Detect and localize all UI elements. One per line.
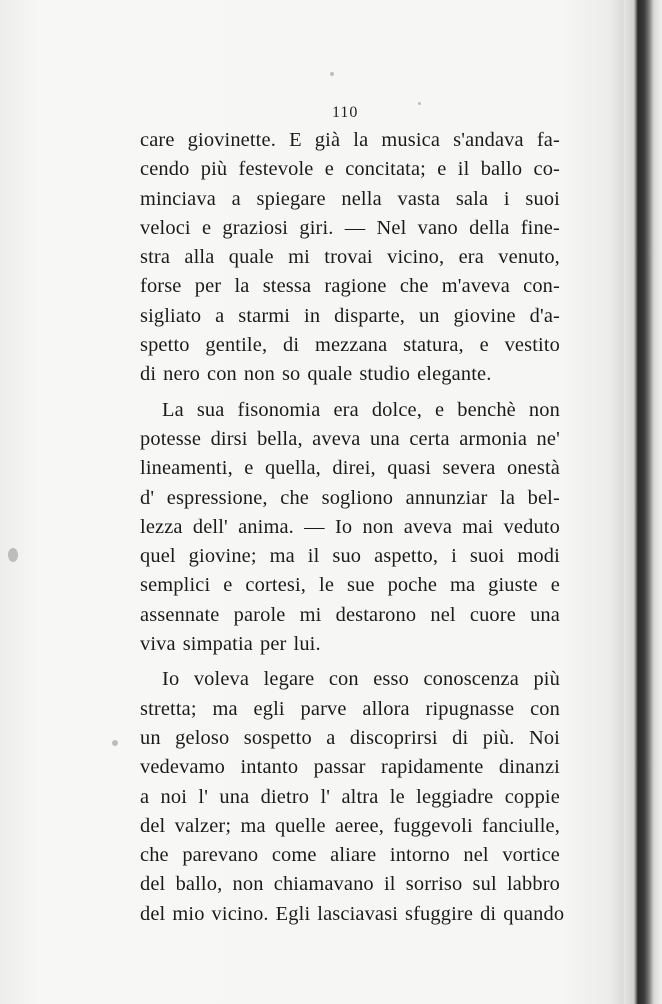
text-line: lezza dell' anima. — Io non aveva mai veduto	[140, 515, 560, 538]
text-line: potesse dirsi bella, aveva una certa armonia ne'	[140, 427, 560, 450]
text-line: del ballo, non chiamavano il sorriso sul labbro	[140, 873, 560, 896]
text-line: del valzer; ma quelle aeree, fuggevoli fanciulle,	[140, 814, 560, 837]
text-line: stretta; ma egli parve allora ripugnasse con	[140, 697, 560, 720]
paragraph	[140, 126, 560, 390]
text-line: cendo più festevole e concitata; e il ballo co-	[140, 158, 560, 181]
paper-speck	[8, 548, 18, 562]
text-line: d' espressione, che sogliono annunziar la bel-	[140, 486, 560, 509]
text-line: vedevamo intanto passar rapidamente dinanzi	[140, 756, 560, 779]
text-line: minciava a spiegare nella vasta sala i suoi	[140, 187, 560, 210]
text-line: stra alla quale mi trovai vicino, era venuto,	[140, 246, 560, 269]
paper-speck	[330, 72, 334, 76]
text-line: spetto gentile, di mezzana statura, e vestito	[140, 334, 560, 357]
body-text	[140, 126, 565, 929]
paragraph	[140, 665, 565, 929]
text-line: viva simpatia per lui.	[140, 633, 321, 656]
text-line: forse per la stessa ragione che m'aveva con-	[140, 275, 560, 298]
text-line: un geloso sospetto a discoprirsi di più. Noi	[140, 726, 560, 749]
text-line: quel giovine; ma il suo aspetto, i suoi modi	[140, 545, 560, 568]
paper-speck	[418, 102, 421, 105]
page-binding-edge	[624, 0, 662, 1004]
text-line: lineamenti, e quella, direi, quasi severa onestà	[140, 457, 560, 480]
text-line: del mio vicino. Egli lasciavasi sfuggire di quando	[140, 902, 565, 925]
text-line: di nero con non so quale studio elegante.	[140, 363, 492, 386]
text-line: che parevano come aliare intorno nel vortice	[140, 844, 560, 867]
text-line: a noi l' una dietro l' altra le leggiadre coppie	[140, 785, 560, 808]
text-line: semplici e cortesi, le sue poche ma giuste e	[140, 574, 560, 597]
text-line: care giovinette. E già la musica s'andava fa-	[140, 129, 560, 151]
paragraph	[140, 396, 560, 660]
paper-speck	[112, 740, 118, 746]
text-line: assennate parole mi destarono nel cuore una	[140, 603, 560, 626]
page-number: 110	[332, 104, 359, 121]
text-line: sigliato a starmi in disparte, un giovine d'a-	[140, 304, 560, 327]
text-line: La sua fisonomia era dolce, e benchè non	[162, 398, 560, 421]
text-line: veloci e graziosi giri. — Nel vano della fine-	[140, 216, 560, 239]
text-line: Io voleva legare con esso conoscenza più	[162, 668, 560, 691]
